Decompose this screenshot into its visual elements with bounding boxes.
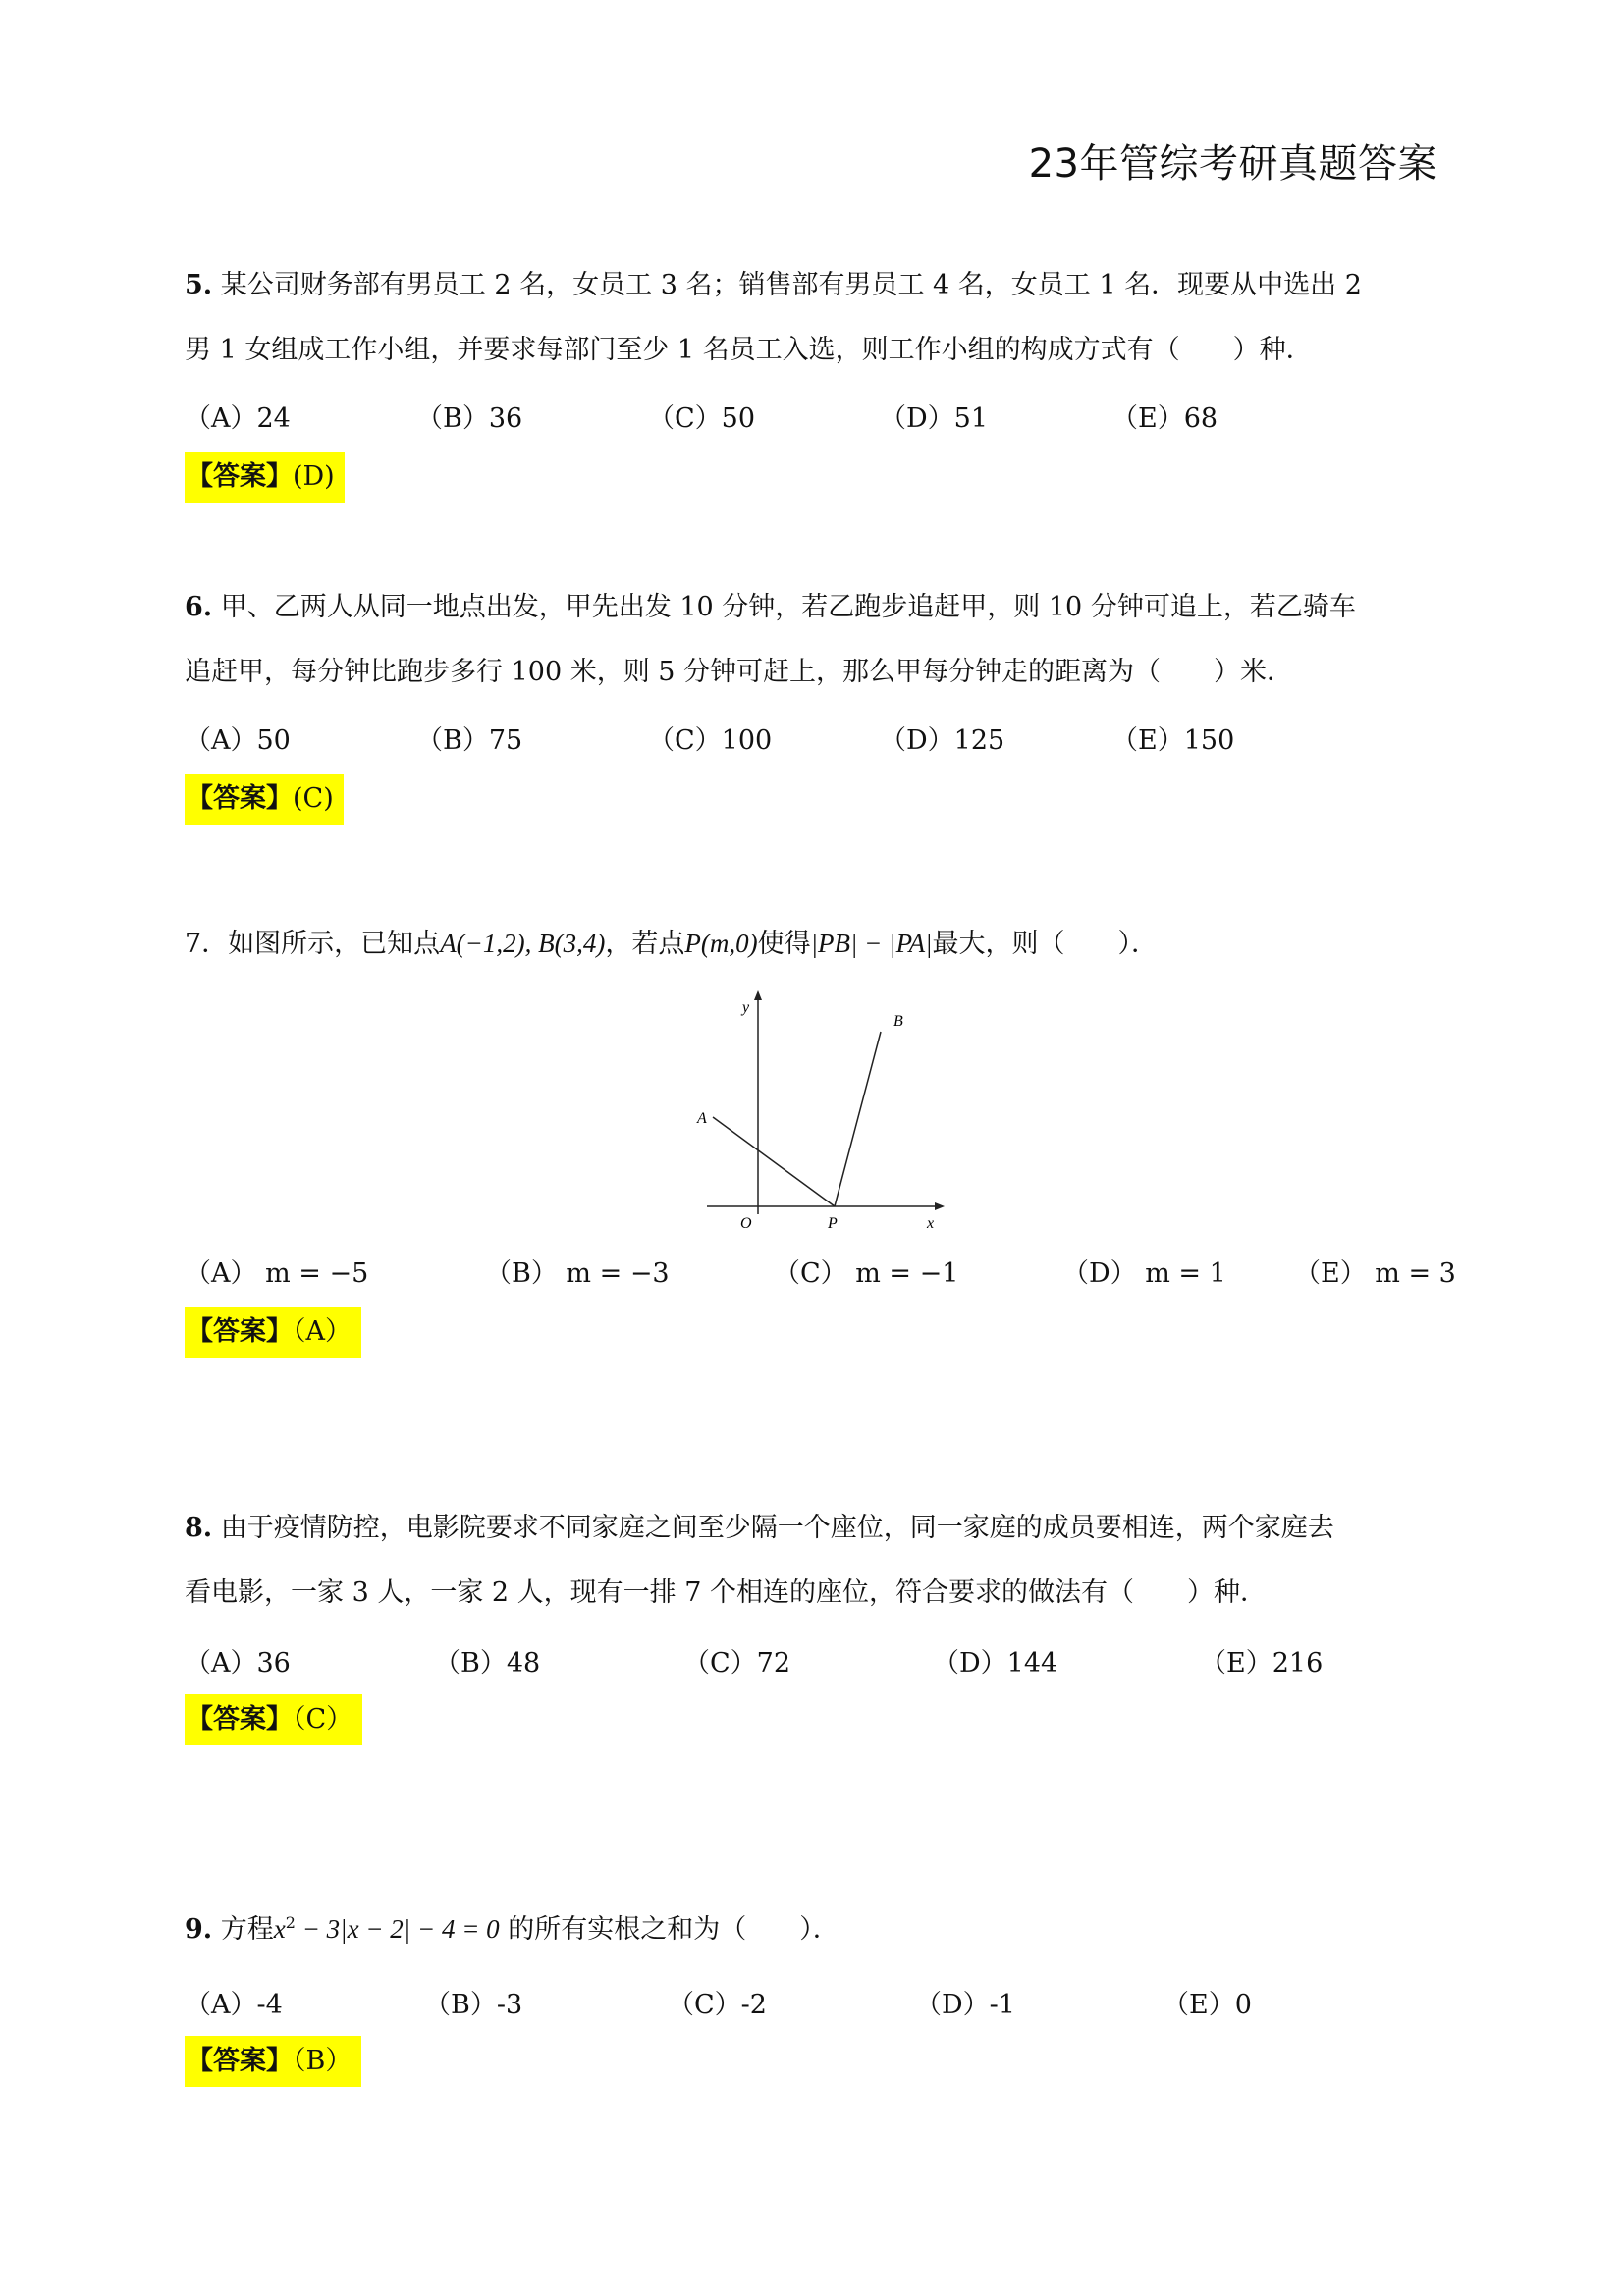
question-9-eq-x: x (273, 1914, 286, 1944)
x-axis-arrow (935, 1202, 945, 1210)
x-axis-label: x (927, 1215, 935, 1232)
question-8-answer-value: （C） (293, 1704, 353, 1735)
question-5-line1 (185, 253, 1451, 318)
question-6-option-b: （B）75 (416, 725, 523, 756)
question-9-eq-sup: 2 (285, 1913, 296, 1932)
question-8-answer (185, 1694, 362, 1745)
question-9-option-a: （A）-4 (185, 1990, 283, 2020)
question-7-answer-label: 【答案】 (187, 1316, 293, 1347)
question-8-option-b: （B）48 (434, 1648, 541, 1679)
question-6-option-d: （D）125 (880, 725, 1005, 756)
question-8-option-e: （E）216 (1200, 1648, 1324, 1679)
question-6-option-c: （C）100 (648, 725, 773, 756)
question-7-figure (687, 987, 952, 1242)
question-9-stem-pre: 方程 (220, 1914, 274, 1945)
question-5-option-e: （E）68 (1111, 403, 1218, 434)
question-7-points: A(−1,2), B(3,4) (440, 929, 606, 958)
segment-ap (713, 1117, 835, 1206)
question-8-answer-label: 【答案】 (187, 1704, 293, 1735)
question-7-option-c: （C） m = −1 (774, 1258, 959, 1289)
question-7-option-a: （A） m = −5 (185, 1258, 369, 1289)
question-6-option-a: （A）50 (185, 725, 291, 756)
question-6-stem-line1: 甲、乙两人从同一地点出发，甲先出发 10 分钟，若乙跑步追赶甲，则 10 分钟可追上，若乙骑车 (220, 592, 1356, 622)
question-8-option-a: （A）36 (185, 1648, 291, 1679)
question-9-answer-label: 【答案】 (187, 2046, 293, 2076)
segment-pb (835, 1032, 881, 1206)
question-9-option-c: （C）-2 (668, 1990, 767, 2020)
question-5-stem-line2: 男 1 女组成工作小组，并要求每部门至少 1 名员工入选，则工作小组的构成方式有（ ）种． (185, 335, 1313, 365)
question-6-answer (185, 774, 344, 825)
question-7-option-e: （E） m = 3 (1294, 1258, 1456, 1289)
question-7-number: 7． (185, 929, 229, 959)
question-7-option-d: （D） m = 1 (1062, 1258, 1226, 1289)
question-6-line1 (185, 575, 1451, 640)
question-5 (185, 253, 1451, 383)
question-8 (185, 1496, 1451, 1626)
y-axis-arrow (754, 990, 762, 1000)
question-7-options (185, 1252, 1456, 1295)
question-5-option-d: （D）51 (880, 403, 989, 434)
question-9-answer-value: （B） (293, 2046, 352, 2076)
question-9-option-b: （B）-3 (424, 1990, 523, 2020)
question-7-stem-mid: ，若点 (605, 929, 685, 959)
question-8-number: 8. (185, 1513, 213, 1543)
question-9-answer (185, 2036, 361, 2087)
question-7-answer (185, 1307, 361, 1358)
question-6-options (185, 719, 1451, 762)
question-8-stem-line1: 由于疫情防控，电影院要求不同家庭之间至少隔一个座位，同一家庭的成员要相连，两个家庭去 (220, 1513, 1334, 1543)
point-p-label: P (828, 1215, 838, 1232)
question-7-answer-value: （A） (293, 1316, 352, 1347)
question-5-option-b: （B）36 (416, 403, 523, 434)
question-6 (185, 575, 1451, 705)
question-8-option-c: （C）72 (683, 1648, 791, 1679)
question-7-option-b: （B） m = −3 (485, 1258, 670, 1289)
point-b-label: B (893, 1013, 903, 1030)
question-8-stem-line2: 看电影，一家 3 人，一家 2 人，现有一排 7 个相连的座位，符合要求的做法有（ ）种． (185, 1577, 1268, 1608)
question-9-stem-post: 的所有实根之和为（ ）． (508, 1914, 839, 1945)
question-7-stem-post: 最大，则（ ）． (932, 929, 1158, 959)
question-9-option-e: （E）0 (1163, 1990, 1252, 2020)
question-5-option-a: （A）24 (185, 403, 291, 434)
question-9-options (185, 1983, 1451, 2026)
question-5-option-c: （C）50 (648, 403, 756, 434)
question-9-number: 9. (185, 1914, 213, 1945)
question-5-answer-value: (D) (293, 461, 335, 492)
question-7-expression: |PB| − |PA| (810, 929, 933, 958)
y-axis-label: y (742, 999, 750, 1016)
point-a-label: A (697, 1110, 707, 1127)
question-5-stem-line1: 某公司财务部有男员工 2 名，女员工 3 名；销售部有男员工 4 名，女员工 1 名．现要从中选出 2 (220, 270, 1362, 300)
question-6-option-e: （E）150 (1111, 725, 1235, 756)
question-5-answer (185, 452, 345, 503)
question-6-answer-value: (C) (293, 783, 334, 814)
question-6-stem-line2: 追赶甲，每分钟比跑步多行 100 米，则 5 分钟可赶上，那么甲每分钟走的距离为（ ）米． (185, 657, 1294, 687)
question-8-option-d: （D）144 (933, 1648, 1058, 1679)
question-7 (185, 911, 1451, 977)
question-6-number: 6. (185, 592, 213, 622)
question-7-stem-pre: 如图所示，已知点 (228, 929, 441, 959)
question-8-options (185, 1641, 1451, 1684)
question-9-option-d: （D）-1 (915, 1990, 1015, 2020)
question-7-point-p: P(m,0) (684, 929, 758, 958)
question-8-line1 (185, 1496, 1451, 1561)
question-5-number: 5. (185, 270, 213, 300)
question-9 (185, 1891, 1451, 1962)
question-6-answer-label: 【答案】 (187, 783, 293, 814)
question-7-stem-mid2: 使得 (757, 929, 811, 959)
question-5-answer-label: 【答案】 (187, 461, 293, 492)
page-title: 23年管综考研真题答案 (1028, 141, 1437, 187)
origin-label: O (740, 1215, 752, 1232)
question-9-eq-rest: − 3|x − 2| − 4 = 0 (295, 1914, 500, 1944)
question-5-options (185, 397, 1451, 440)
